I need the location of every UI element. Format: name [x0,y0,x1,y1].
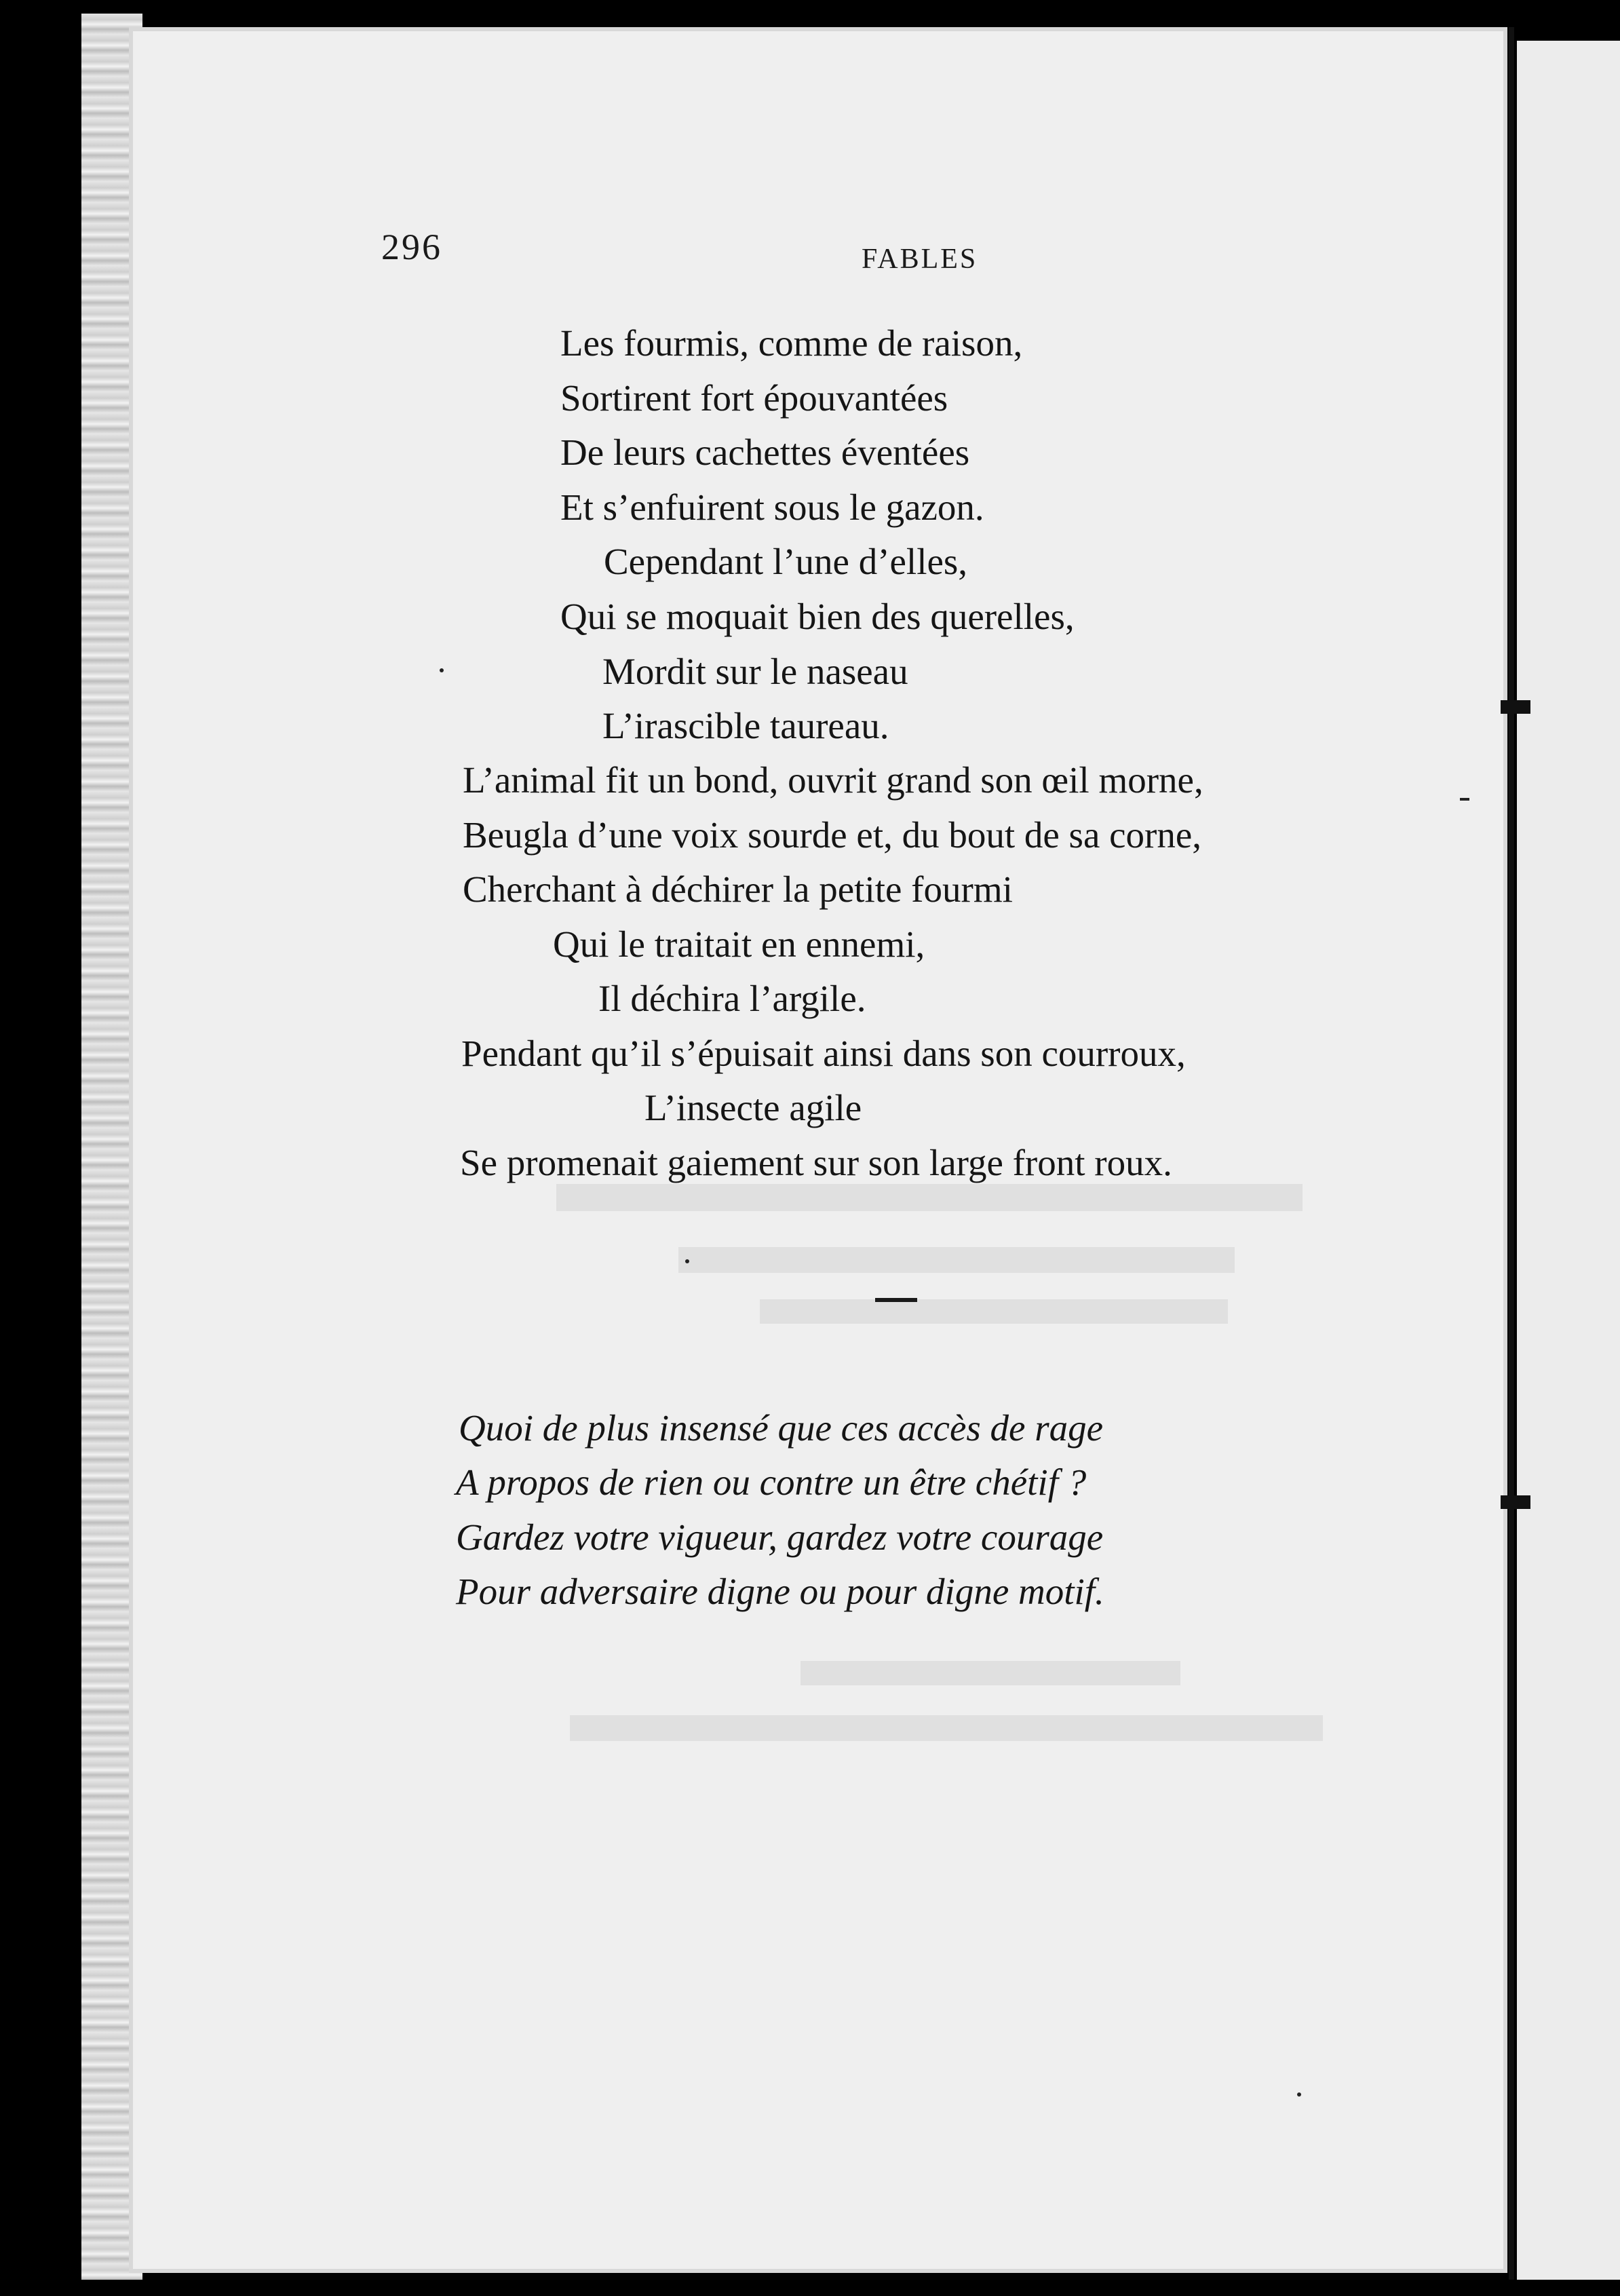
poem-line: L’irascible taureau. [602,705,889,746]
poem-line: Et s’enfuirent sous le gazon. [560,486,984,528]
ink-speck [1460,798,1469,801]
poem-line: Mordit sur le naseau [602,651,908,692]
poem-line: Se promenait gaiement sur son large front roux. [460,1142,1172,1183]
poem-line: L’animal fit un bond, ouvrit grand son œil morne, [463,759,1203,801]
page-gutter [1509,27,1514,2280]
show-through [801,1661,1180,1685]
adjacent-page [1517,41,1620,2280]
poem-line: Qui le traitait en ennemi, [553,923,925,965]
show-through [556,1184,1303,1211]
show-through [570,1715,1323,1741]
section-divider [875,1298,917,1302]
poem-line: Sortirent fort épouvantées [560,377,948,419]
poem-line: De leurs cachettes éventées [560,432,970,473]
moral-line: Gardez votre vigueur, gardez votre courage [456,1516,1104,1558]
show-through [760,1299,1228,1324]
poem-line: L’insecte agile [644,1087,862,1128]
poem-line: Cherchant à déchirer la petite fourmi [463,868,1013,910]
page-number: 296 [381,227,442,267]
poem-line: Qui se moquait bien des querelles, [560,596,1075,637]
poem-line: Beugla d’une voix sourde et, du bout de sa corne, [463,814,1202,856]
running-head: FABLES [862,244,978,275]
poem-line: Pendant qu’il s’épuisait ainsi dans son courroux, [461,1033,1186,1074]
poem-line: Les fourmis, comme de raison, [560,322,1023,364]
ink-speck [685,1259,689,1263]
ink-speck [1297,2092,1301,2097]
ink-speck [440,668,444,672]
moral-line: A propos de rien ou contre un être chétif ? [456,1461,1087,1503]
poem-line: Il déchira l’argile. [598,978,866,1019]
show-through [678,1247,1235,1273]
moral-line: Quoi de plus insensé que ces accès de rage [459,1407,1104,1449]
gutter-mark [1501,1495,1530,1509]
poem-line: Cependant l’une d’elles, [604,541,968,582]
gutter-mark [1501,700,1530,714]
moral-line: Pour adversaire digne ou pour digne motif. [456,1571,1104,1612]
